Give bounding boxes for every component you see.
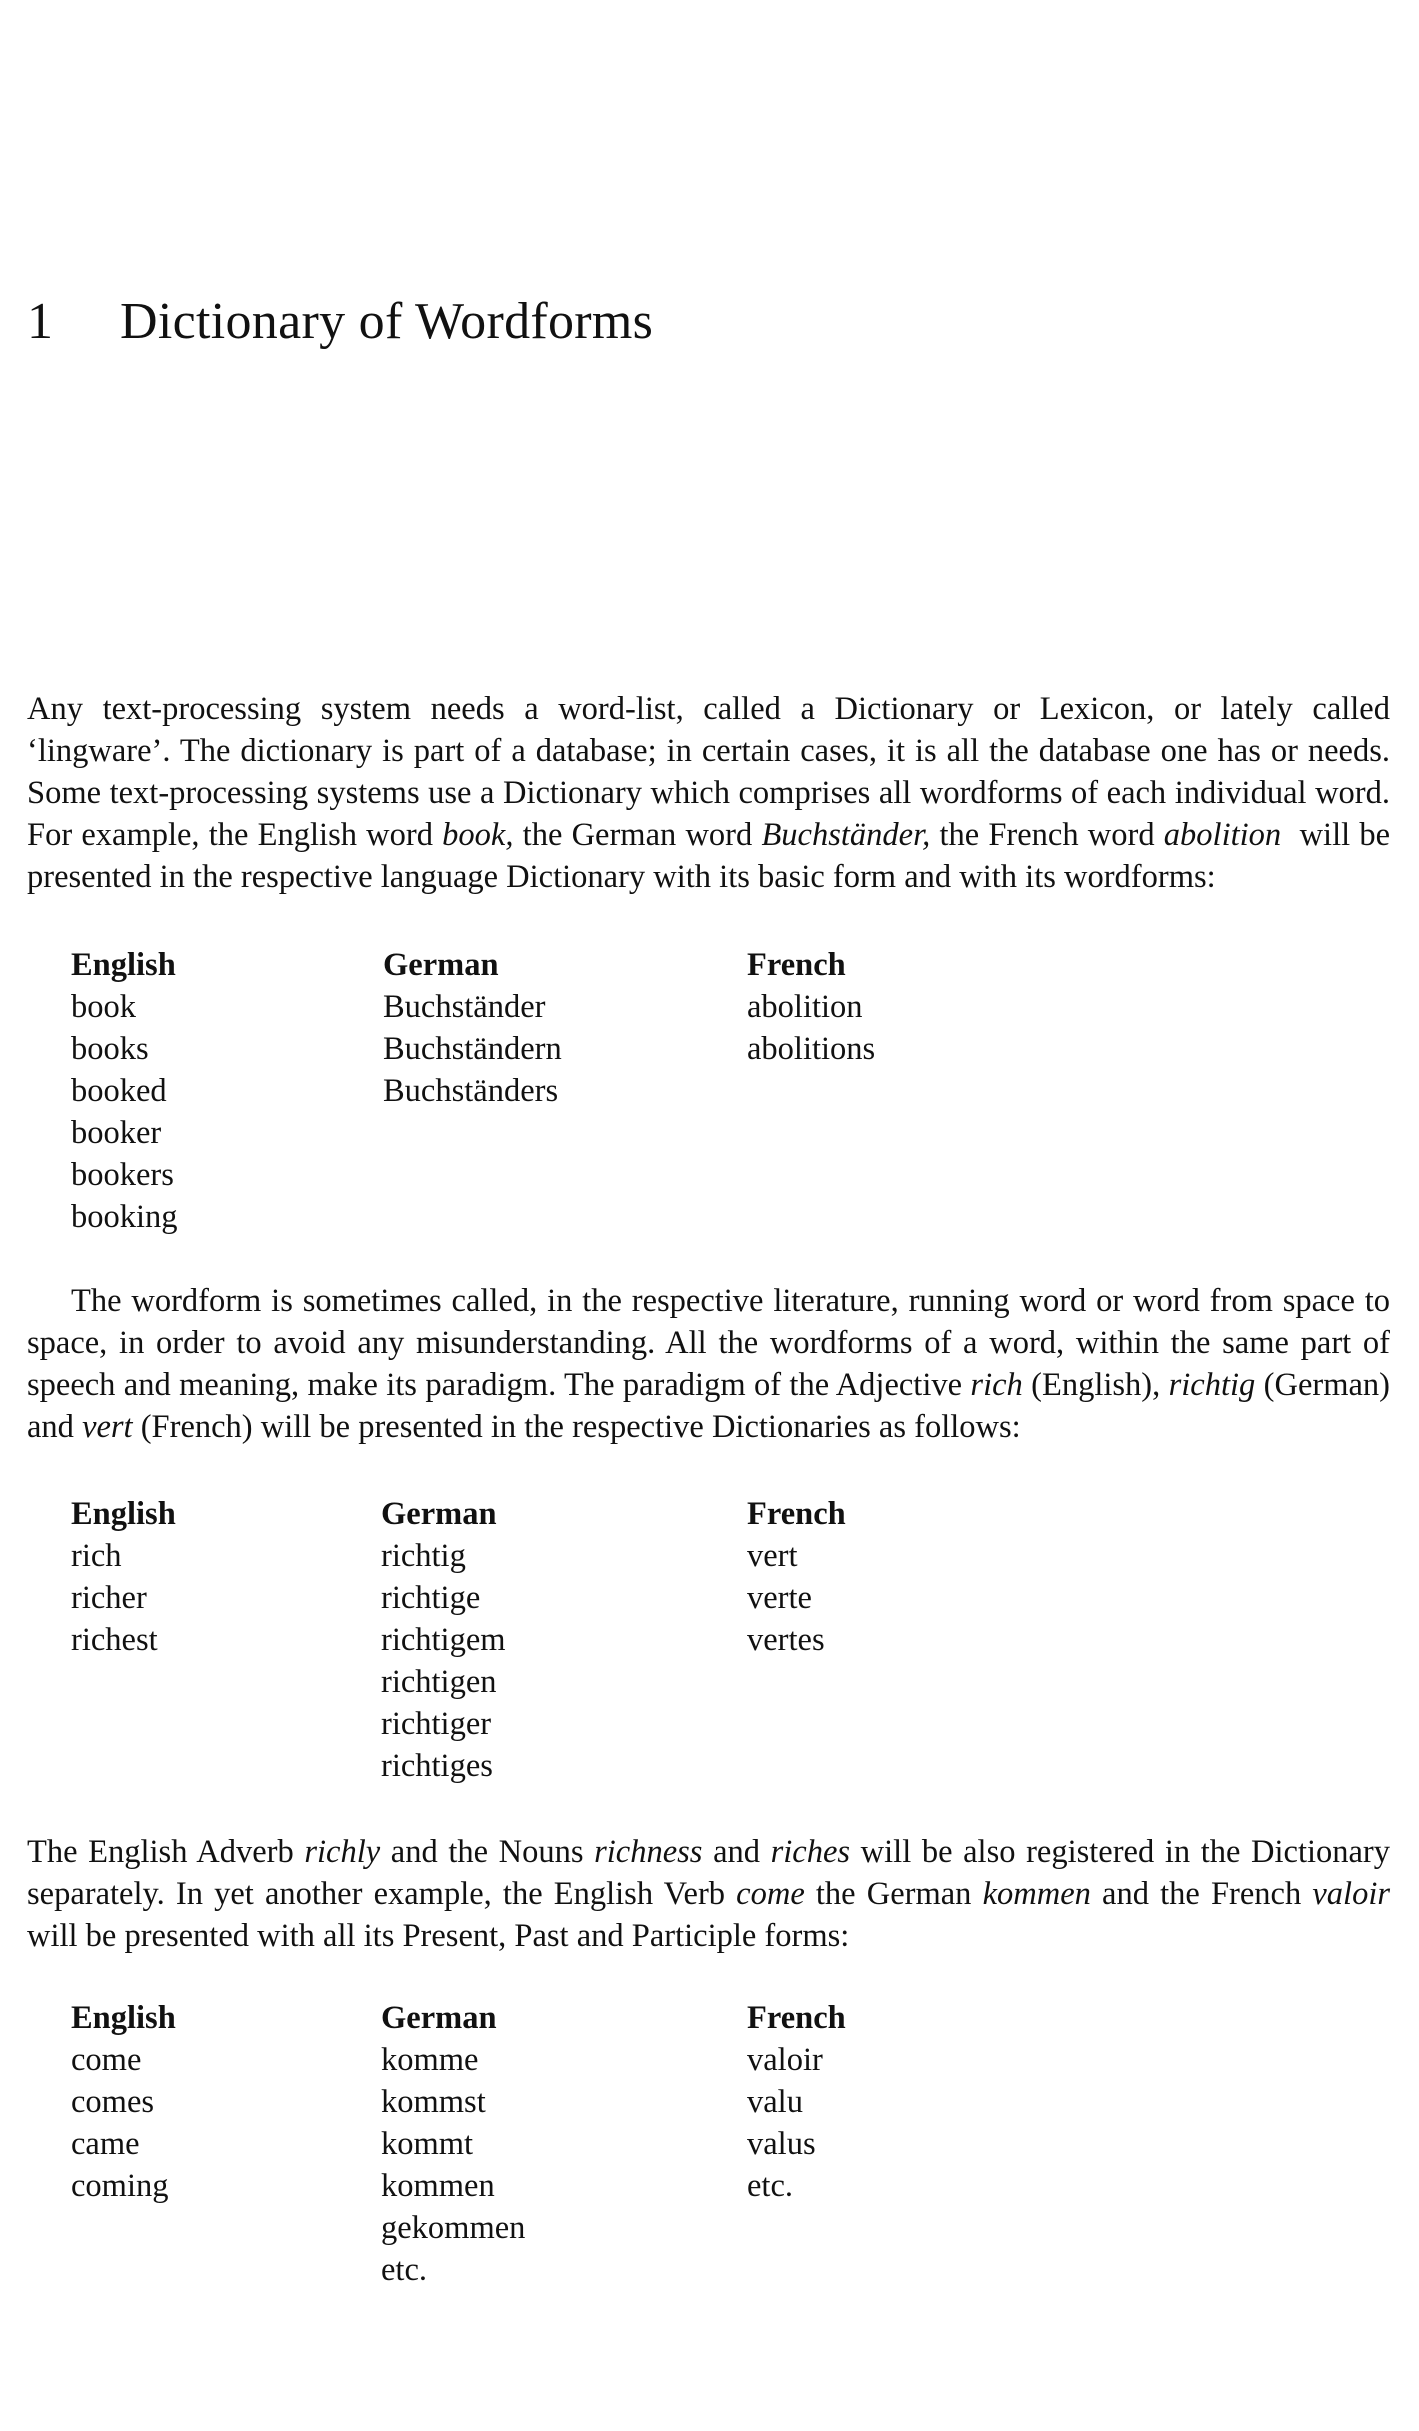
text-segment: the German xyxy=(804,1876,983,1912)
wordform-cell: coming xyxy=(71,2168,169,2204)
wordform-cell: etc. xyxy=(381,2252,428,2288)
wordform-cell: abolitions xyxy=(747,1031,876,1067)
italic-term: vert xyxy=(82,1409,133,1445)
column-english xyxy=(71,1493,391,1661)
column-header: English xyxy=(71,1496,176,1532)
italic-term: come xyxy=(736,1876,805,1912)
wordform-cell: Buchständer xyxy=(383,989,546,1025)
text-segment: the French word xyxy=(930,817,1164,853)
text-segment: (German) and xyxy=(27,1367,1399,1445)
italic-term: richtig xyxy=(1168,1367,1256,1403)
column-header: French xyxy=(747,1496,846,1532)
italic-term: book, xyxy=(442,817,514,853)
column-german xyxy=(381,1493,701,1787)
wordform-cell: books xyxy=(71,1031,149,1067)
text-segment: will be presented in the respective language Dictionary with its basic form and with its wordforms: xyxy=(27,817,1399,895)
wordform-cell: richtiges xyxy=(381,1748,493,1784)
wordform-cell: richtige xyxy=(381,1580,481,1616)
text-segment: (French) will be presented in the respective Dictionaries as follows: xyxy=(132,1409,1021,1445)
italic-term: valoir xyxy=(1312,1876,1390,1912)
column-german xyxy=(381,1997,701,2291)
wordform-cell: kommen xyxy=(381,2168,495,2204)
paragraph-wordform-definition xyxy=(27,1280,1399,1448)
italic-term: richly xyxy=(304,1834,381,1870)
text-segment: The wordform is sometimes called, in the respective literature, running word or word from space to space, in order to avoid any misunderstanding. All the wordforms of a word, within the same part of speech and meaning, make its paradigm. The paradigm of the Adjective xyxy=(27,1283,1399,1403)
text-segment: and the Nouns xyxy=(380,1834,595,1870)
wordform-cell: etc. xyxy=(747,2168,794,2204)
wordform-cell: verte xyxy=(747,1580,812,1616)
wordform-cell: valoir xyxy=(747,2042,823,2078)
wordform-cell: book xyxy=(71,989,136,1025)
text-segment: Any text-processing system needs a word-list, called a Dictionary or Lexicon, or lately called ‘lingware’. The dictionary is part of a database; in certain cases, it is all the database one has or needs. Some text-processing systems use a Dictionary which comprises all wordforms of each individual word. For example, the English word xyxy=(27,691,1399,853)
wordform-cell: richtig xyxy=(381,1538,466,1574)
chapter-heading xyxy=(27,292,653,351)
wordform-cell: booking xyxy=(71,1199,178,1235)
text-segment: will be presented with all its Present, Past and Participle forms: xyxy=(27,1876,1399,1954)
italic-term: Buchständer, xyxy=(761,817,931,853)
column-english xyxy=(71,1997,391,2207)
wordform-cell: richtigen xyxy=(381,1664,497,1700)
wordform-cell: gekommen xyxy=(381,2210,526,2246)
wordform-cell: Buchständern xyxy=(383,1031,562,1067)
wordform-cell: comes xyxy=(71,2084,155,2120)
wordform-cell: booker xyxy=(71,1115,162,1151)
wordform-cell: come xyxy=(71,2042,142,2078)
text-segment: the German word xyxy=(513,817,762,853)
paragraph-intro xyxy=(27,688,1399,898)
text-segment: and xyxy=(702,1834,771,1870)
column-header: German xyxy=(381,1496,497,1532)
wordform-cell: rich xyxy=(71,1538,122,1574)
column-header: German xyxy=(381,2000,497,2036)
wordform-cell: kommst xyxy=(381,2084,486,2120)
wordform-cell: richer xyxy=(71,1580,147,1616)
italic-term: abolition xyxy=(1163,817,1282,853)
column-french xyxy=(747,944,1067,1070)
text-segment: will be also registered in the Dictionary separately. In yet another example, the English Verb xyxy=(27,1834,1399,1912)
wordform-cell: booked xyxy=(71,1073,167,1109)
wordform-cell: komme xyxy=(381,2042,479,2078)
wordform-cell: Buchständers xyxy=(383,1073,559,1109)
column-header: French xyxy=(747,947,846,983)
column-german xyxy=(383,944,703,1112)
column-header: English xyxy=(71,947,176,983)
wordform-cell: bookers xyxy=(71,1157,174,1193)
wordform-cell: kommt xyxy=(381,2126,474,2162)
wordform-cell: richtiger xyxy=(381,1706,492,1742)
wordform-cell: richtigem xyxy=(381,1622,506,1658)
text-segment: and the French xyxy=(1090,1876,1313,1912)
wordform-cell: vert xyxy=(747,1538,798,1574)
paragraph-adverb-verb xyxy=(27,1831,1399,1957)
chapter-number: 1 xyxy=(27,293,54,350)
column-english xyxy=(71,944,391,1238)
chapter-title: Dictionary of Wordforms xyxy=(120,293,654,350)
italic-term: riches xyxy=(770,1834,851,1870)
wordform-cell: came xyxy=(71,2126,140,2162)
text-segment: The English Adverb xyxy=(27,1834,305,1870)
text-segment: (English), xyxy=(1022,1367,1169,1403)
column-french xyxy=(747,1493,1067,1661)
column-french xyxy=(747,1997,1067,2207)
column-header: French xyxy=(747,2000,846,2036)
wordform-cell: valus xyxy=(747,2126,816,2162)
column-header: English xyxy=(71,2000,176,2036)
column-header: German xyxy=(383,947,499,983)
wordform-cell: valu xyxy=(747,2084,803,2120)
italic-term: richness xyxy=(594,1834,703,1870)
wordform-cell: abolition xyxy=(747,989,863,1025)
italic-term: kommen xyxy=(982,1876,1091,1912)
italic-term: rich xyxy=(970,1367,1023,1403)
wordform-cell: vertes xyxy=(747,1622,825,1658)
wordform-cell: richest xyxy=(71,1622,158,1658)
